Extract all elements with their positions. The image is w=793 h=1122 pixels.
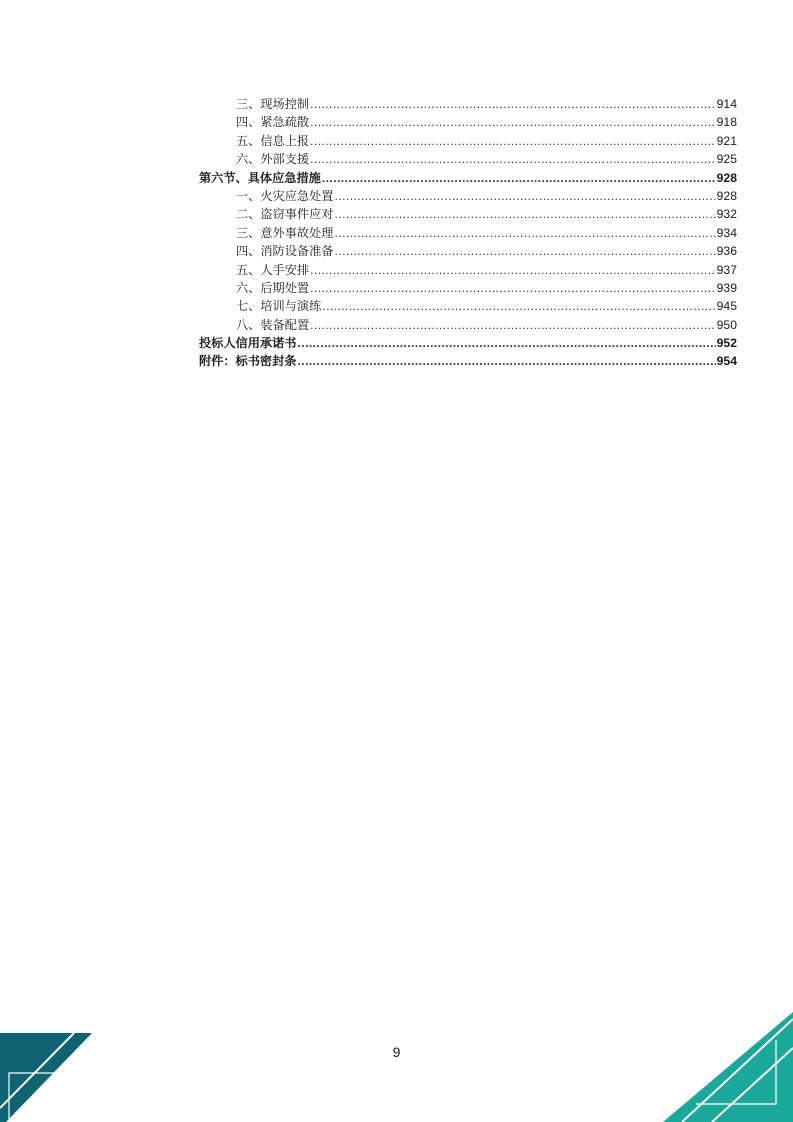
toc-dot-leader [335, 187, 716, 205]
toc-dot-leader [310, 261, 716, 279]
toc-entry-title: 八、装备配置 [236, 317, 310, 332]
toc-dot-leader [310, 95, 716, 113]
toc-entry-title: 附件：标书密封条 [199, 354, 297, 369]
toc-entry-page: 932 [716, 207, 737, 222]
page-number: 9 [392, 1044, 401, 1060]
toc-entry-title: 三、现场控制 [236, 96, 310, 111]
toc-dot-leader [322, 169, 716, 187]
toc-entry[interactable] [199, 242, 737, 260]
toc-dot-leader [310, 316, 716, 334]
toc-entry-page: 950 [716, 317, 737, 332]
toc-entry[interactable] [199, 132, 737, 150]
toc-section-entry[interactable] [199, 334, 737, 352]
toc-dot-leader [310, 132, 716, 150]
toc-entry-title: 二、盗窃事件应对 [236, 207, 334, 222]
toc-dot-leader [298, 334, 716, 352]
toc-entry-page: 945 [716, 299, 737, 314]
toc-entry[interactable] [199, 297, 737, 315]
toc-entry[interactable] [199, 187, 737, 205]
toc-entry[interactable] [199, 224, 737, 242]
toc-entry-page: 939 [716, 280, 737, 295]
toc-dot-leader [310, 113, 716, 131]
toc-entry-title: 投标人信用承诺书 [199, 336, 297, 351]
toc-entry-page: 934 [716, 225, 737, 240]
toc-dot-leader [310, 279, 716, 297]
toc-entry[interactable] [199, 316, 737, 334]
toc-dot-leader [322, 297, 715, 315]
toc-entry-page: 952 [716, 336, 737, 351]
toc-entry-page: 936 [716, 244, 737, 259]
toc-entry-page: 925 [716, 152, 737, 167]
toc-entry-title: 五、信息上报 [236, 133, 310, 148]
toc-entry-title: 第六节、具体应急措施 [199, 170, 321, 185]
bottom-right-corner-decoration [660, 1012, 793, 1122]
toc-entry[interactable] [199, 205, 737, 223]
toc-entry[interactable] [199, 150, 737, 168]
toc-entry-page: 937 [716, 262, 737, 277]
toc-section-entry[interactable] [199, 169, 737, 187]
toc-entry-title: 五、人手安排 [236, 262, 310, 277]
toc-entry-title: 七、培训与演练 [236, 299, 322, 314]
toc-entry-title: 三、意外事故处理 [236, 225, 334, 240]
toc-dot-leader [298, 352, 716, 370]
toc-entry-page: 954 [716, 354, 737, 369]
toc-entry-title: 四、消防设备准备 [236, 244, 334, 259]
toc-entry-page: 918 [716, 115, 737, 130]
toc-entry[interactable] [199, 279, 737, 297]
toc-dot-leader [335, 224, 716, 242]
toc-dot-leader [310, 150, 716, 168]
toc-dot-leader [335, 205, 716, 223]
toc-section-entry[interactable] [199, 352, 737, 370]
toc-entry[interactable] [199, 261, 737, 279]
toc-entry-page: 921 [716, 133, 737, 148]
toc-entry-page: 914 [716, 96, 737, 111]
toc-entry-title: 六、外部支援 [236, 152, 310, 167]
toc-entry-page: 928 [716, 188, 737, 203]
toc-entry[interactable] [199, 113, 737, 131]
toc-entry-page: 928 [716, 170, 737, 185]
toc-entry-title: 六、后期处置 [236, 280, 310, 295]
table-of-contents [199, 95, 737, 371]
toc-entry[interactable] [199, 95, 737, 113]
toc-entry-title: 一、火灾应急处置 [236, 188, 334, 203]
toc-dot-leader [335, 242, 716, 260]
toc-entry-title: 四、紧急疏散 [236, 115, 310, 130]
